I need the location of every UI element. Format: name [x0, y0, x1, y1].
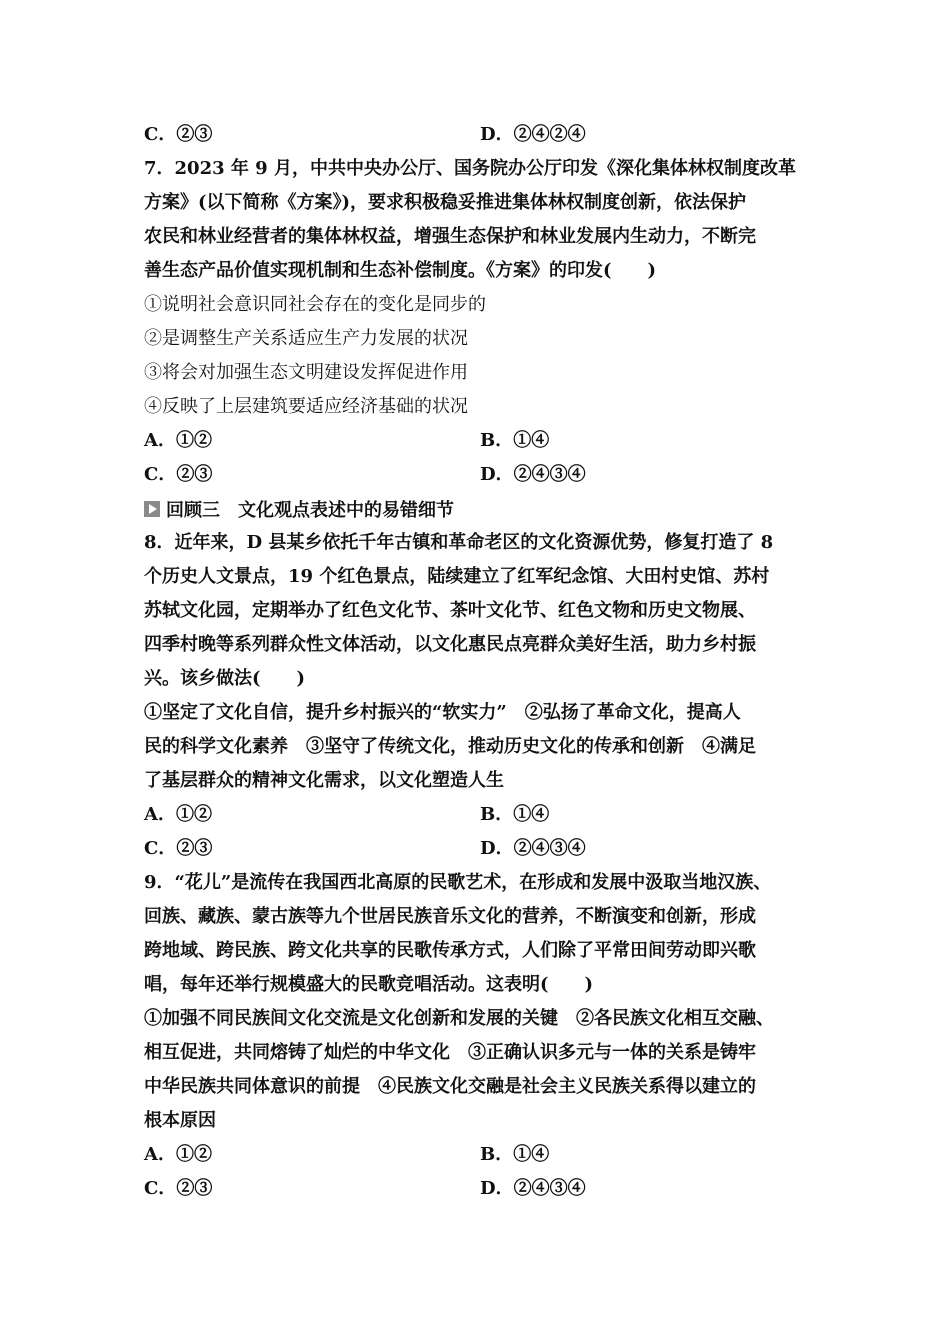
- question-8-options-ab: [144, 798, 820, 832]
- option-c: C．②③: [144, 464, 213, 485]
- question-7-statement: ③将会对加强生态文明建设发挥促进作用: [144, 362, 468, 383]
- question-9-line: 9．“花儿”是流传在我国西北高原的民歌艺术，在形成和发展中汲取当地汉族、: [144, 872, 772, 893]
- question-7-options-ab: [144, 424, 820, 458]
- question-8-line: 个历史人文景点，19 个红色景点，陆续建立了红军纪念馆、大田村史馆、苏村: [144, 566, 770, 587]
- question-7-statement: ②是调整生产关系适应生产力发展的状况: [144, 328, 468, 349]
- question-7-statement: ④反映了上层建筑要适应经济基础的状况: [144, 396, 468, 417]
- option-b: B．①④: [480, 804, 550, 825]
- question-7-line: 农民和林业经营者的集体林权益，增强生态保护和林业发展内生动力，不断完: [144, 226, 756, 247]
- option-b: B．①④: [480, 1144, 550, 1165]
- question-8-statement: 民的科学文化素养 ③坚守了传统文化，推动历史文化的传承和创新 ④满足: [144, 736, 756, 757]
- option-d: D．②④③④: [480, 1178, 586, 1199]
- question-7-line: 7．2023 年 9 月，中共中央办公厅、国务院办公厅印发《深化集体林权制度改革: [144, 158, 796, 179]
- question-7-line: 方案》(以下简称《方案》)，要求积极稳妥推进集体林权制度创新，依法保护: [144, 192, 747, 213]
- play-triangle-icon: [144, 501, 160, 517]
- question-8-line: 兴。该乡做法( ): [144, 668, 306, 689]
- question-9-statement: 中华民族共同体意识的前提 ④民族文化交融是社会主义民族关系得以建立的: [144, 1076, 756, 1097]
- question-8-options-cd: [144, 832, 820, 866]
- section-heading: [144, 492, 820, 526]
- question-9-line: 唱，每年还举行规模盛大的民歌竞唱活动。这表明( ): [144, 974, 594, 995]
- question-9-statement: ①加强不同民族间文化交流是文化创新和发展的关键 ②各民族文化相互交融、: [144, 1008, 774, 1029]
- question-9-statement: 相互促进，共同熔铸了灿烂的中华文化 ③正确认识多元与一体的关系是铸牢: [144, 1042, 756, 1063]
- question-8-line: 苏轼文化园，定期举办了红色文化节、茶叶文化节、红色文物和历史文物展、: [144, 600, 756, 621]
- section-title: 回顾三 文化观点表述中的易错细节: [166, 500, 454, 521]
- option-d: D．②④②④: [480, 124, 586, 145]
- option-d: D．②④③④: [480, 838, 586, 859]
- question-8-line: 8．近年来，D 县某乡依托千年古镇和革命老区的文化资源优势，修复打造了 8: [144, 532, 774, 553]
- question-9-options-ab: [144, 1138, 820, 1172]
- question-8-statement: 了基层群众的精神文化需求，以文化塑造人生: [144, 770, 504, 791]
- option-a: A．①②: [144, 1144, 212, 1165]
- question-9-line: 回族、藏族、蒙古族等九个世居民族音乐文化的营养，不断演变和创新，形成: [144, 906, 756, 927]
- question-7-statement: ①说明社会意识同社会存在的变化是同步的: [144, 294, 486, 315]
- document-page: [144, 118, 820, 1206]
- question-7-line: 善生态产品价值实现机制和生态补偿制度。《方案》的印发( ): [144, 260, 657, 281]
- option-c: C．②③: [144, 838, 213, 859]
- question-8-statement: ①坚定了文化自信，提升乡村振兴的“软实力” ②弘扬了革命文化，提高人: [144, 702, 741, 723]
- question-7: [144, 152, 820, 492]
- option-b: B．①④: [480, 430, 550, 451]
- option-c: C．②③: [144, 124, 213, 145]
- option-d: D．②④③④: [480, 464, 586, 485]
- question-9: [144, 866, 820, 1206]
- question-8: [144, 526, 820, 866]
- top-options: [144, 118, 820, 152]
- question-7-options-cd: [144, 458, 820, 492]
- question-9-line: 跨地域、跨民族、跨文化共享的民歌传承方式，人们除了平常田间劳动即兴歌: [144, 940, 756, 961]
- option-a: A．①②: [144, 430, 212, 451]
- option-a: A．①②: [144, 804, 212, 825]
- option-c: C．②③: [144, 1178, 213, 1199]
- question-8-line: 四季村晚等系列群众性文体活动，以文化惠民点亮群众美好生活，助力乡村振: [144, 634, 756, 655]
- question-9-options-cd: [144, 1172, 820, 1206]
- question-9-statement: 根本原因: [144, 1110, 216, 1131]
